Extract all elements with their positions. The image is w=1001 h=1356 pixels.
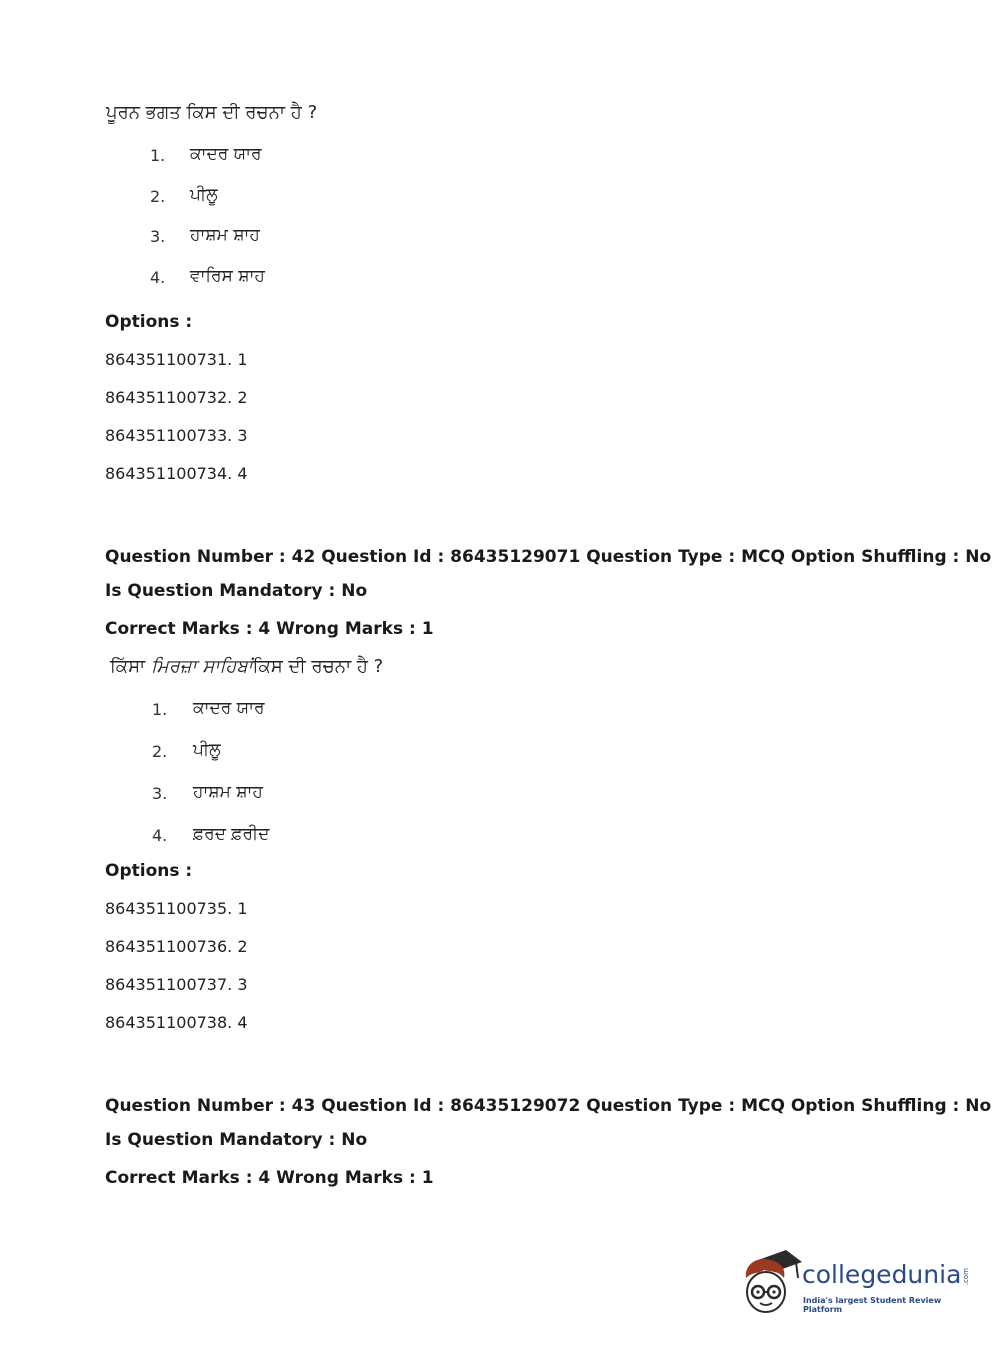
option-id: 864351100731. 1 — [105, 350, 248, 369]
choice-text: ਕਾਦਰ ਯਾਰ — [190, 144, 262, 164]
question-mandatory: Is Question Mandatory : No — [105, 581, 368, 601]
choice-number: 3. — [152, 784, 168, 803]
question-text — [110, 656, 383, 677]
choice-text: ਫ਼ਰਦ ਫ਼ਰੀਦ — [193, 824, 270, 844]
question-header: Question Number : 42 Question Id : 86435129071 Question Type : MCQ Option Shuffling : No — [105, 547, 992, 567]
option-id: 864351100732. 2 — [105, 388, 248, 407]
options-label: Options : — [105, 861, 193, 881]
choice-number: 1. — [152, 700, 168, 719]
logo-domain-suffix: .com — [962, 1268, 970, 1286]
choice-number: 3. — [150, 227, 166, 246]
question-italic: ਮਿਰਜ਼ਾ ਸਾਹਿਬਾਂ — [150, 656, 253, 677]
choice-number: 1. — [150, 146, 166, 165]
choice-text: ਹਾਸ਼ਮ ਸ਼ਾਹ — [190, 225, 260, 245]
question-marks: Correct Marks : 4 Wrong Marks : 1 — [105, 1168, 434, 1188]
question-mandatory: Is Question Mandatory : No — [105, 1130, 368, 1150]
student-mascot-icon — [740, 1248, 802, 1314]
logo-tagline: India's largest Student Review Platform — [803, 1296, 942, 1314]
question-marks: Correct Marks : 4 Wrong Marks : 1 — [105, 619, 434, 639]
option-id: 864351100733. 3 — [105, 426, 248, 445]
choice-number: 2. — [152, 742, 168, 761]
choice-number: 4. — [150, 268, 166, 287]
choice-number: 4. — [152, 826, 168, 845]
question-header: Question Number : 43 Question Id : 86435129072 Question Type : MCQ Option Shuffling : No — [105, 1096, 992, 1116]
options-label: Options : — [105, 312, 193, 332]
choice-text: ਪੀਲੂ — [193, 740, 221, 760]
option-id: 864351100738. 4 — [105, 1013, 248, 1032]
choice-number: 2. — [150, 187, 166, 206]
choice-text: ਵਾਰਿਸ ਸ਼ਾਹ — [190, 266, 265, 286]
question-suffix: ਕਿਸ ਦੀ ਰਚਨਾ ਹੈ ? — [252, 656, 384, 677]
choice-text: ਕਾਦਰ ਯਾਰ — [193, 698, 265, 718]
question-text: ਪੂਰਨ ਭਗਤ ਕਿਸ ਦੀ ਰਚਨਾ ਹੈ ? — [106, 102, 318, 123]
logo-brand-text: collegedunia — [802, 1260, 962, 1289]
collegedunia-logo — [740, 1248, 970, 1318]
choice-text: ਹਾਸ਼ਮ ਸ਼ਾਹ — [193, 782, 263, 802]
option-id: 864351100736. 2 — [105, 937, 248, 956]
question-prefix: ਕਿੱਸਾ — [110, 656, 151, 677]
option-id: 864351100734. 4 — [105, 464, 248, 483]
choice-text: ਪੀਲੂ — [190, 185, 218, 205]
option-id: 864351100735. 1 — [105, 899, 248, 918]
option-id: 864351100737. 3 — [105, 975, 248, 994]
